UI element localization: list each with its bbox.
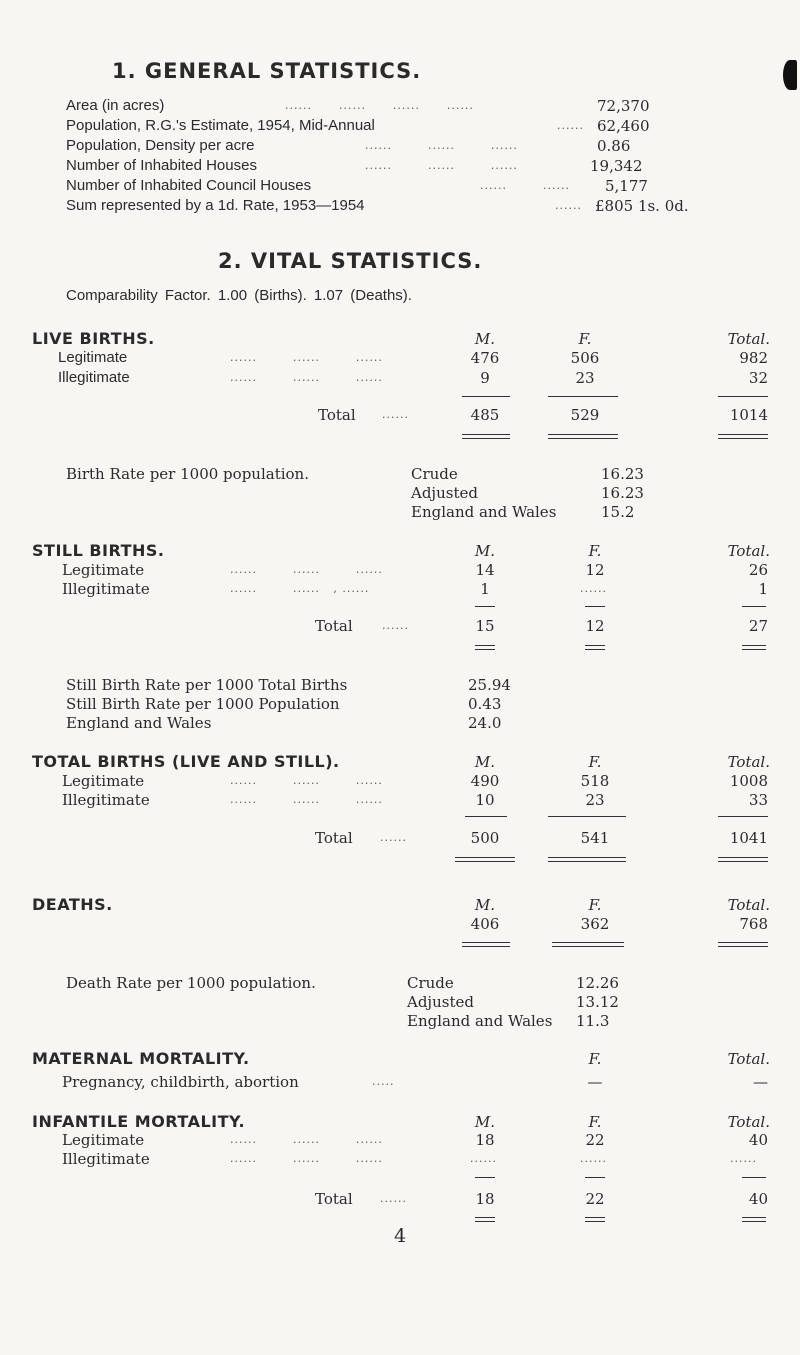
cell-m: 1 <box>480 580 490 598</box>
total-f: 12 <box>585 617 605 635</box>
rule <box>475 1177 495 1178</box>
double-rule <box>742 645 766 650</box>
row-label: Legitimate <box>58 349 128 366</box>
col-total: Total. <box>727 896 770 914</box>
general-label: Number of Inhabited Houses <box>66 157 257 174</box>
leader-dots: ...... <box>557 119 584 132</box>
col-m: M. <box>474 330 496 348</box>
col-total: Total. <box>727 330 770 348</box>
double-rule <box>548 434 618 439</box>
leader-dots: ...... ...... ...... <box>230 774 383 787</box>
maternal-f: — <box>587 1073 603 1091</box>
cell-total: 1 <box>758 580 768 598</box>
deaths-f: 362 <box>580 915 610 933</box>
total-m: 485 <box>470 406 500 424</box>
cell-total: 1008 <box>729 772 768 790</box>
rule <box>462 396 510 397</box>
still-rate-value: 0.43 <box>468 695 502 713</box>
rate-label: England and Wales <box>407 1012 553 1030</box>
cell-f: 12 <box>585 561 605 579</box>
rate-label: England and Wales <box>411 503 557 521</box>
cell-total: 33 <box>748 791 768 809</box>
maternal-heading: MATERNAL MORTALITY. <box>32 1049 250 1068</box>
rule <box>718 396 768 397</box>
rule <box>742 1177 766 1178</box>
total-f: 529 <box>570 406 600 424</box>
leader-dots: ...... <box>382 619 409 632</box>
rule <box>718 816 768 817</box>
leader-dots: ...... ...... ...... <box>230 351 383 364</box>
general-value: 0.86 <box>597 137 631 155</box>
leader-dots: ...... ...... , ...... <box>230 582 370 595</box>
leader-dots: ...... <box>380 831 407 844</box>
total-total: 40 <box>748 1190 768 1208</box>
rate-label: Crude <box>407 974 454 992</box>
still-rate-value: 24.0 <box>468 714 502 732</box>
total-f: 541 <box>580 829 610 847</box>
col-total: Total. <box>727 542 770 560</box>
total-total: 1014 <box>729 406 768 424</box>
leader-dots: ...... ...... ...... <box>230 563 383 576</box>
leader-dots: ...... <box>380 1192 407 1205</box>
double-rule <box>718 434 768 439</box>
leader-dots: ...... ...... ...... <box>230 371 383 384</box>
general-heading: 1. GENERAL STATISTICS. <box>112 59 422 83</box>
double-rule <box>475 645 495 650</box>
double-rule <box>585 645 605 650</box>
leader-dots: ...... ...... ...... <box>230 793 383 806</box>
rate-value: 15.2 <box>601 503 635 521</box>
row-label: Legitimate <box>62 561 145 579</box>
rate-label: Crude <box>411 465 458 483</box>
cell-total: 26 <box>748 561 768 579</box>
general-label: Number of Inhabited Council Houses <box>66 177 312 194</box>
col-f: F. <box>588 896 602 914</box>
general-label: Population, Density per acre <box>66 137 255 154</box>
cell-total: 982 <box>739 349 768 367</box>
death-rate-label: Death Rate per 1000 population. <box>66 974 316 992</box>
col-total: Total. <box>727 1050 770 1068</box>
general-label: Area (in acres) <box>66 97 165 114</box>
leader-dots: ...... ...... ...... ...... <box>285 99 474 112</box>
deaths-m: 406 <box>470 915 500 933</box>
col-m: M. <box>474 542 496 560</box>
col-m: M. <box>474 896 496 914</box>
col-f: F. <box>578 330 592 348</box>
row-label: Illegitimate <box>62 791 150 809</box>
deaths-total: 768 <box>739 915 768 933</box>
col-f: F. <box>588 753 602 771</box>
still-rate-label: England and Wales <box>66 714 212 732</box>
rule <box>585 1177 605 1178</box>
rule <box>742 606 766 607</box>
col-m: M. <box>474 753 496 771</box>
rate-value: 12.26 <box>576 974 619 992</box>
leader-dots: ...... ...... ...... <box>365 159 518 172</box>
rate-value: 13.12 <box>576 993 619 1011</box>
total-label: Total <box>315 617 353 635</box>
col-f: F. <box>588 1113 602 1131</box>
double-rule <box>552 942 624 947</box>
cell-m: 18 <box>475 1131 495 1149</box>
leader-dots: ...... <box>580 582 607 595</box>
rule <box>475 606 495 607</box>
leader-dots: ...... ...... ...... <box>365 139 518 152</box>
total-m: 500 <box>470 829 500 847</box>
cell-m: 10 <box>475 791 495 809</box>
col-total: Total. <box>727 753 770 771</box>
total-label: Total <box>318 406 356 424</box>
page-number: 4 <box>394 1225 407 1247</box>
row-label: Legitimate <box>62 1131 145 1149</box>
general-value: 19,342 <box>590 157 643 175</box>
cell-f: 23 <box>575 369 595 387</box>
general-value: 62,460 <box>597 117 650 135</box>
double-rule <box>718 942 768 947</box>
cell-total: 40 <box>748 1131 768 1149</box>
rate-value: 16.23 <box>601 484 644 502</box>
col-total: Total. <box>727 1113 770 1131</box>
total-births-heading: TOTAL BIRTHS (LIVE AND STILL). <box>32 752 340 771</box>
still-rate-label: Still Birth Rate per 1000 Total Births <box>66 676 348 694</box>
cell-m: 14 <box>475 561 495 579</box>
total-m: 18 <box>475 1190 495 1208</box>
leader-dots: ...... <box>555 199 582 212</box>
cell-m: 9 <box>480 369 490 387</box>
vital-heading: 2. VITAL STATISTICS. <box>218 249 483 273</box>
row-label: Illegitimate <box>62 1150 150 1168</box>
row-label: Illegitimate <box>62 580 150 598</box>
infantile-heading: INFANTILE MORTALITY. <box>32 1112 246 1131</box>
leader-dots: ...... <box>382 408 409 421</box>
rule <box>465 816 507 817</box>
cell-f: 506 <box>570 349 600 367</box>
rule <box>548 816 626 817</box>
total-total: 27 <box>748 617 768 635</box>
rate-value: 11.3 <box>576 1012 610 1030</box>
still-rate-value: 25.94 <box>468 676 511 694</box>
maternal-total: — <box>753 1073 768 1091</box>
cell-total: 32 <box>748 369 768 387</box>
live-births-heading: LIVE BIRTHS. <box>32 329 155 348</box>
birth-rate-label: Birth Rate per 1000 population. <box>66 465 309 483</box>
rule <box>548 396 618 397</box>
total-m: 15 <box>475 617 495 635</box>
rate-label: Adjusted <box>407 993 474 1011</box>
general-value: 72,370 <box>597 97 650 115</box>
total-label: Total <box>315 829 353 847</box>
cell-m: 476 <box>470 349 500 367</box>
total-f: 22 <box>585 1190 605 1208</box>
total-label: Total <box>315 1190 353 1208</box>
cell-m: 490 <box>470 772 500 790</box>
rate-value: 16.23 <box>601 465 644 483</box>
row-label: Illegitimate <box>58 369 130 386</box>
col-f: F. <box>588 1050 602 1068</box>
double-rule <box>475 1217 495 1222</box>
leader-dots: ...... <box>470 1152 497 1165</box>
double-rule <box>585 1217 605 1222</box>
general-value: £805 1s. 0d. <box>595 197 689 215</box>
maternal-row-label: Pregnancy, childbirth, abortion <box>62 1073 299 1091</box>
double-rule <box>462 434 510 439</box>
rate-label: Adjusted <box>411 484 478 502</box>
row-label: Legitimate <box>62 772 145 790</box>
double-rule <box>742 1217 766 1222</box>
still-rate-label: Still Birth Rate per 1000 Population <box>66 695 340 713</box>
leader-dots: ...... <box>580 1152 607 1165</box>
general-label: Sum represented by a 1d. Rate, 1953—1954 <box>66 197 365 214</box>
leader-dots: ..... <box>372 1075 395 1088</box>
cell-f: 22 <box>585 1131 605 1149</box>
ink-blot <box>783 60 797 90</box>
rule <box>585 606 605 607</box>
deaths-heading: DEATHS. <box>32 895 113 914</box>
leader-dots: ...... ...... ...... <box>230 1152 383 1165</box>
double-rule <box>455 857 515 862</box>
leader-dots: ...... ...... <box>480 179 570 192</box>
double-rule <box>548 857 626 862</box>
still-births-heading: STILL BIRTHS. <box>32 541 165 560</box>
leader-dots: ...... <box>730 1152 757 1165</box>
general-value: 5,177 <box>605 177 648 195</box>
cell-f: 23 <box>585 791 605 809</box>
leader-dots: ...... ...... ...... <box>230 1133 383 1146</box>
double-rule <box>462 942 510 947</box>
general-label: Population, R.G.'s Estimate, 1954, Mid-Annual <box>66 117 375 134</box>
double-rule <box>718 857 768 862</box>
total-total: 1041 <box>729 829 768 847</box>
cell-f: 518 <box>580 772 610 790</box>
comparability-factor: Comparability Factor. 1.00 (Births). 1.07 (Deaths). <box>66 287 412 304</box>
col-m: M. <box>474 1113 496 1131</box>
col-f: F. <box>588 542 602 560</box>
